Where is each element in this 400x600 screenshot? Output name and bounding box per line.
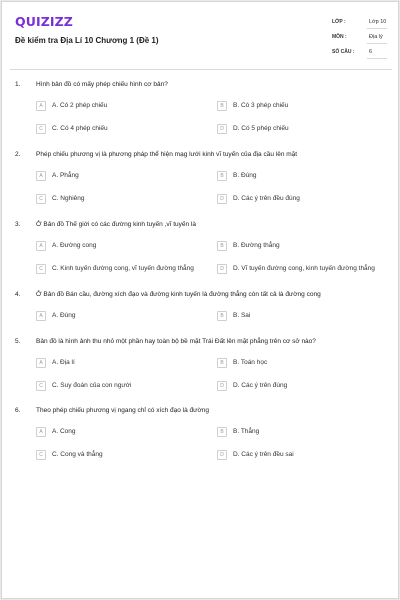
option-text: A. Đường cong (52, 242, 97, 249)
worksheet-page (1, 1, 399, 599)
meta-grade-value: Lớp 10 (367, 16, 387, 29)
meta-grade-label: LỚP : (332, 19, 346, 25)
meta-count (332, 46, 387, 60)
option-letter-box: C (36, 381, 46, 391)
option-letter-box: B (217, 427, 227, 437)
question-number: 4. (15, 291, 21, 298)
option-text: D. Các ý trên đúng (233, 382, 288, 389)
question-number: 5. (15, 338, 21, 345)
meta-subject-value: Địa lý (367, 31, 387, 44)
option-letter-box: B (217, 241, 227, 251)
option-text: B. Đúng (233, 172, 257, 179)
quizizz-logo: QUIZIZZ (15, 14, 73, 29)
option-letter-box: C (36, 124, 46, 134)
question-text: Bản đồ là hình ảnh thu nhỏ một phần hay toàn bộ bề mặt Trái Đất lên mặt phẳng trên cơ sở nào? (36, 338, 316, 345)
option-letter-box: D (217, 381, 227, 391)
option-letter-box: C (36, 264, 46, 274)
option-text: C. Kinh tuyến đường cong, vĩ tuyến đường thẳng (52, 265, 194, 272)
option-letter-box: C (36, 194, 46, 204)
option-letter-box: D (217, 124, 227, 134)
question-text: Ở Bản đồ Bán cầu, đường xích đạo và đường kinh tuyến là đường thẳng còn tất cả là đường cong (36, 291, 321, 298)
question-number: 1. (15, 81, 21, 88)
option-letter-box: B (217, 101, 227, 111)
question-text: Hình bản đồ có mấy phép chiếu hình cơ bản? (36, 81, 168, 88)
meta-count-value: 6 (367, 46, 387, 59)
question-text: Theo phép chiếu phương vị ngang chỉ có xích đạo là đường (36, 407, 209, 414)
worksheet-title: Đề kiểm tra Địa Lí 10 Chương 1 (Đề 1) (15, 36, 159, 45)
option-text: C. Có 4 phép chiếu (52, 125, 108, 132)
option-text: B. Sai (233, 312, 251, 319)
option-text: C. Nghiêng (52, 195, 85, 202)
option-text: C. Suy đoán của con người (52, 382, 132, 389)
header-divider (10, 69, 392, 70)
option-text: A. Cong (52, 428, 76, 435)
option-text: A. Địa lí (52, 359, 75, 366)
meta-subject (332, 31, 387, 45)
option-letter-box: B (217, 311, 227, 321)
option-text: C. Cong và thẳng (52, 451, 103, 458)
option-letter-box: A (36, 311, 46, 321)
option-letter-box: D (217, 450, 227, 460)
option-text: B. Đường thẳng (233, 242, 280, 249)
option-letter-box: A (36, 358, 46, 368)
question-number: 2. (15, 151, 21, 158)
option-letter-box: B (217, 358, 227, 368)
option-text: D. Có 5 phép chiếu (233, 125, 289, 132)
meta-subject-label: MÔN : (332, 34, 347, 40)
option-text: D. Vĩ tuyến đường cong, kinh tuyến đường thẳng (233, 265, 375, 272)
option-text: D. Các ý trên đều đúng (233, 195, 300, 202)
option-text: B. Thẳng (233, 428, 260, 435)
question-text: Ở Bản đồ Thế giới có các đường kinh tuyến ,vĩ tuyến là (36, 221, 196, 228)
option-letter-box: C (36, 450, 46, 460)
option-letter-box: B (217, 171, 227, 181)
option-letter-box: D (217, 194, 227, 204)
option-text: B. Toán học (233, 359, 268, 366)
question-text: Phép chiếu phương vị là phương pháp thể hiện mạg lưới kinh vĩ tuyến của địa cầu lên mặt (36, 151, 298, 158)
option-text: A. Phẳng (52, 172, 79, 179)
meta-count-label: SỐ CÂU : (332, 49, 355, 55)
option-text: D. Các ý trên đều sai (233, 451, 294, 458)
option-letter-box: A (36, 241, 46, 251)
option-letter-box: D (217, 264, 227, 274)
option-letter-box: A (36, 101, 46, 111)
option-text: A. Có 2 phép chiếu (52, 102, 108, 109)
option-text: B. Có 3 phép chiếu (233, 102, 289, 109)
question-number: 6. (15, 407, 21, 414)
question-number: 3. (15, 221, 21, 228)
option-letter-box: A (36, 427, 46, 437)
meta-grade (332, 16, 387, 30)
option-letter-box: A (36, 171, 46, 181)
option-text: A. Đúng (52, 312, 76, 319)
